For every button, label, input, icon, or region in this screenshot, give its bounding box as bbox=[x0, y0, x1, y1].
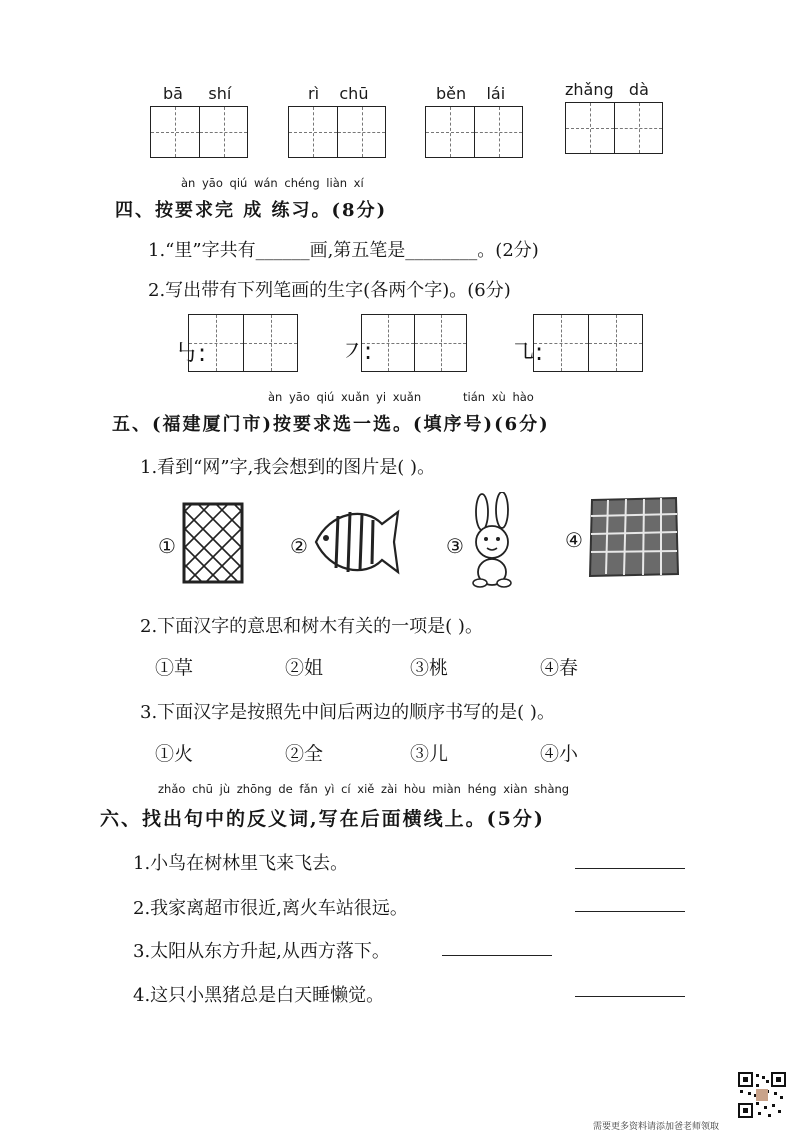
section5-question-3: 3.下面汉字是按照先中间后两边的顺序书写的是( )。 bbox=[140, 702, 555, 723]
footer-note: 需要更多资料请添加爸老师领取 bbox=[593, 1122, 720, 1132]
writing-cell[interactable] bbox=[362, 315, 414, 371]
q3-option-4[interactable]: ④小 bbox=[540, 743, 579, 765]
section4-pinyin: àn yāo qiú wán chéng liàn xí bbox=[181, 176, 364, 190]
stroke-label-2: ㇇: bbox=[340, 337, 373, 365]
writing-cell[interactable] bbox=[414, 315, 466, 371]
pic-label-1: ① bbox=[158, 534, 176, 558]
stroke-grid-2[interactable] bbox=[361, 314, 467, 372]
stroke-grid-3[interactable] bbox=[533, 314, 643, 372]
writing-cell[interactable] bbox=[199, 107, 247, 157]
section5-question-1: 1.看到“网”字,我会想到的图片是( )。 bbox=[140, 457, 436, 478]
writing-cell[interactable] bbox=[614, 103, 662, 153]
section5-pinyin-a: àn yāo qiú xuǎn yi xuǎn bbox=[268, 390, 422, 404]
section5-title: 五、(福建厦门市)按要求选一选。(填序号)(6分) bbox=[112, 414, 550, 435]
pinyin-word-2 bbox=[308, 84, 368, 103]
writing-cell[interactable] bbox=[189, 315, 243, 371]
writing-grid-1[interactable] bbox=[150, 106, 248, 158]
section4-question-1: 1.“里”字共有______画,第五笔是________。(2分) bbox=[148, 240, 539, 261]
stroke-label-1: ㇉: bbox=[174, 339, 207, 367]
writing-cell[interactable] bbox=[588, 315, 642, 371]
q2-option-3[interactable]: ③桃 bbox=[410, 657, 449, 679]
writing-cell[interactable] bbox=[151, 107, 199, 157]
q3-option-2[interactable]: ②全 bbox=[285, 743, 324, 765]
q2-option-4[interactable]: ④春 bbox=[540, 657, 579, 679]
q2-option-2[interactable]: ②姐 bbox=[285, 657, 324, 679]
section5-pinyin-b: tián xù hào bbox=[463, 390, 534, 404]
section6-item-2: 2.我家离超市很近,离火车站很远。 bbox=[133, 898, 408, 919]
writing-grid-4[interactable] bbox=[565, 102, 663, 154]
q3-option-3[interactable]: ③儿 bbox=[410, 743, 449, 765]
section6-title: 六、找出句中的反义词,写在后面横线上。(5分) bbox=[100, 808, 545, 830]
pic-label-3: ③ bbox=[446, 534, 464, 558]
pinyin-syllable: chū bbox=[339, 84, 369, 103]
section5-question-2: 2.下面汉字的意思和树木有关的一项是( )。 bbox=[140, 616, 483, 637]
pinyin-word-1 bbox=[163, 84, 231, 103]
writing-cell[interactable] bbox=[289, 107, 337, 157]
writing-cell[interactable] bbox=[337, 107, 385, 157]
pinyin-syllable: shí bbox=[208, 84, 232, 103]
stroke-grid-1[interactable] bbox=[188, 314, 298, 372]
section6-item-4: 4.这只小黑猪总是白天睡懒觉。 bbox=[133, 985, 385, 1006]
pinyin-word-3 bbox=[436, 84, 505, 103]
grid-screen-picture bbox=[586, 494, 682, 578]
pic-label-4: ④ bbox=[565, 528, 583, 552]
section6-item-3: 3.太阳从东方升起,从西方落下。 bbox=[133, 941, 390, 962]
pinyin-syllable: bā bbox=[163, 84, 183, 103]
answer-line[interactable] bbox=[575, 911, 685, 912]
q3-option-1[interactable]: ①火 bbox=[155, 743, 194, 765]
pinyin-syllable: lái bbox=[486, 84, 506, 103]
writing-cell[interactable] bbox=[566, 103, 614, 153]
q2-option-1[interactable]: ①草 bbox=[155, 657, 194, 679]
answer-line[interactable] bbox=[575, 868, 685, 869]
pic-label-2: ② bbox=[290, 534, 308, 558]
pinyin-syllable: dà bbox=[628, 80, 649, 99]
fishing-net-picture bbox=[180, 500, 246, 586]
writing-cell[interactable] bbox=[426, 107, 474, 157]
qr-code-icon bbox=[738, 1072, 786, 1118]
writing-cell[interactable] bbox=[534, 315, 588, 371]
writing-grid-2[interactable] bbox=[288, 106, 386, 158]
pinyin-syllable: rì bbox=[308, 84, 320, 103]
stroke-label-3: ㇈: bbox=[511, 338, 544, 366]
pinyin-syllable: zhǎng bbox=[565, 80, 614, 99]
section4-title: 四、按要求完 成 练习。(8分) bbox=[115, 200, 388, 221]
pinyin-word-4 bbox=[565, 80, 649, 99]
answer-line[interactable] bbox=[575, 996, 685, 997]
writing-cell[interactable] bbox=[474, 107, 522, 157]
section6-item-1: 1.小鸟在树林里飞来飞去。 bbox=[133, 853, 349, 874]
answer-line[interactable] bbox=[442, 955, 552, 956]
section6-pinyin: zhǎo chū jù zhōng de fǎn yì cí xiě zài hòu miàn héng xiàn shàng bbox=[158, 782, 570, 796]
pinyin-syllable: běn bbox=[436, 84, 467, 103]
section4-question-2: 2.写出带有下列笔画的生字(各两个字)。(6分) bbox=[148, 280, 511, 301]
rabbit-picture bbox=[466, 492, 518, 588]
fish-picture bbox=[310, 502, 402, 580]
writing-grid-3[interactable] bbox=[425, 106, 523, 158]
writing-cell[interactable] bbox=[243, 315, 297, 371]
